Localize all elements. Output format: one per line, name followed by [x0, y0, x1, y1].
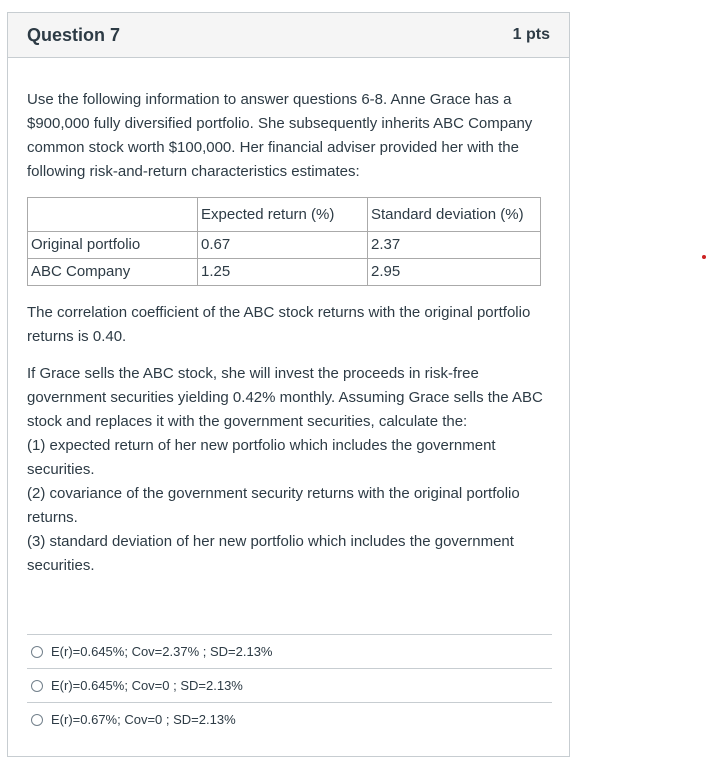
intro-text: Use the following information to answer questions 6-8. Anne Grace has a $900,000 fully diversified portfolio. She subsequently inherits ABC Company common stock worth $100,000. Her financial adviser provided her with the following risk-and-return characteristics estimates:	[27, 91, 533, 180]
table-cell: ABC Company	[28, 259, 198, 286]
instruction-line: (2) covariance of the government security returns with the original portfolio returns.	[27, 485, 520, 526]
question-body	[8, 58, 569, 578]
table-row	[28, 232, 541, 259]
table-cell: 2.95	[368, 259, 541, 286]
question-header	[8, 13, 569, 58]
table-cell: 0.67	[198, 232, 368, 259]
risk-return-table	[27, 197, 541, 286]
instruction-line: (1) expected return of her new portfolio which includes the government securities.	[27, 437, 496, 478]
table-cell: 2.37	[368, 232, 541, 259]
table-cell: 1.25	[198, 259, 368, 286]
question-card	[7, 12, 570, 757]
marker-dot	[702, 255, 706, 259]
answer-option[interactable]	[27, 702, 552, 736]
instruction-line: (3) standard deviation of her new portfolio which includes the government securities.	[27, 533, 514, 574]
radio-button[interactable]	[31, 646, 43, 658]
answer-label[interactable]: E(r)=0.645%; Cov=2.37% ; SD=2.13%	[51, 644, 273, 659]
table-header-cell: Standard deviation (%)	[368, 198, 541, 232]
question-points: 1 pts	[512, 26, 550, 43]
instruction-line: If Grace sells the ABC stock, she will invest the proceeds in risk-free government securities yielding 0.42% monthly. Assuming Grace sells the ABC stock and replaces it with the government securities, calculate the:	[27, 365, 543, 430]
answer-option[interactable]	[27, 668, 552, 702]
question-title: Question 7	[27, 24, 121, 45]
answer-label[interactable]: E(r)=0.645%; Cov=0 ; SD=2.13%	[51, 678, 243, 693]
correlation-text: The correlation coefficient of the ABC stock returns with the original portfolio returns is 0.40.	[27, 304, 531, 345]
radio-button[interactable]	[31, 714, 43, 726]
table-row	[28, 259, 541, 286]
answer-list	[27, 634, 552, 736]
radio-button[interactable]	[31, 680, 43, 692]
table-header-row	[28, 198, 541, 232]
instructions	[27, 362, 550, 578]
answer-option[interactable]	[27, 634, 552, 668]
answer-label[interactable]: E(r)=0.67%; Cov=0 ; SD=2.13%	[51, 712, 236, 727]
table-cell: Original portfolio	[28, 232, 198, 259]
table-header-cell: Expected return (%)	[198, 198, 368, 232]
table-header-cell	[28, 198, 198, 232]
